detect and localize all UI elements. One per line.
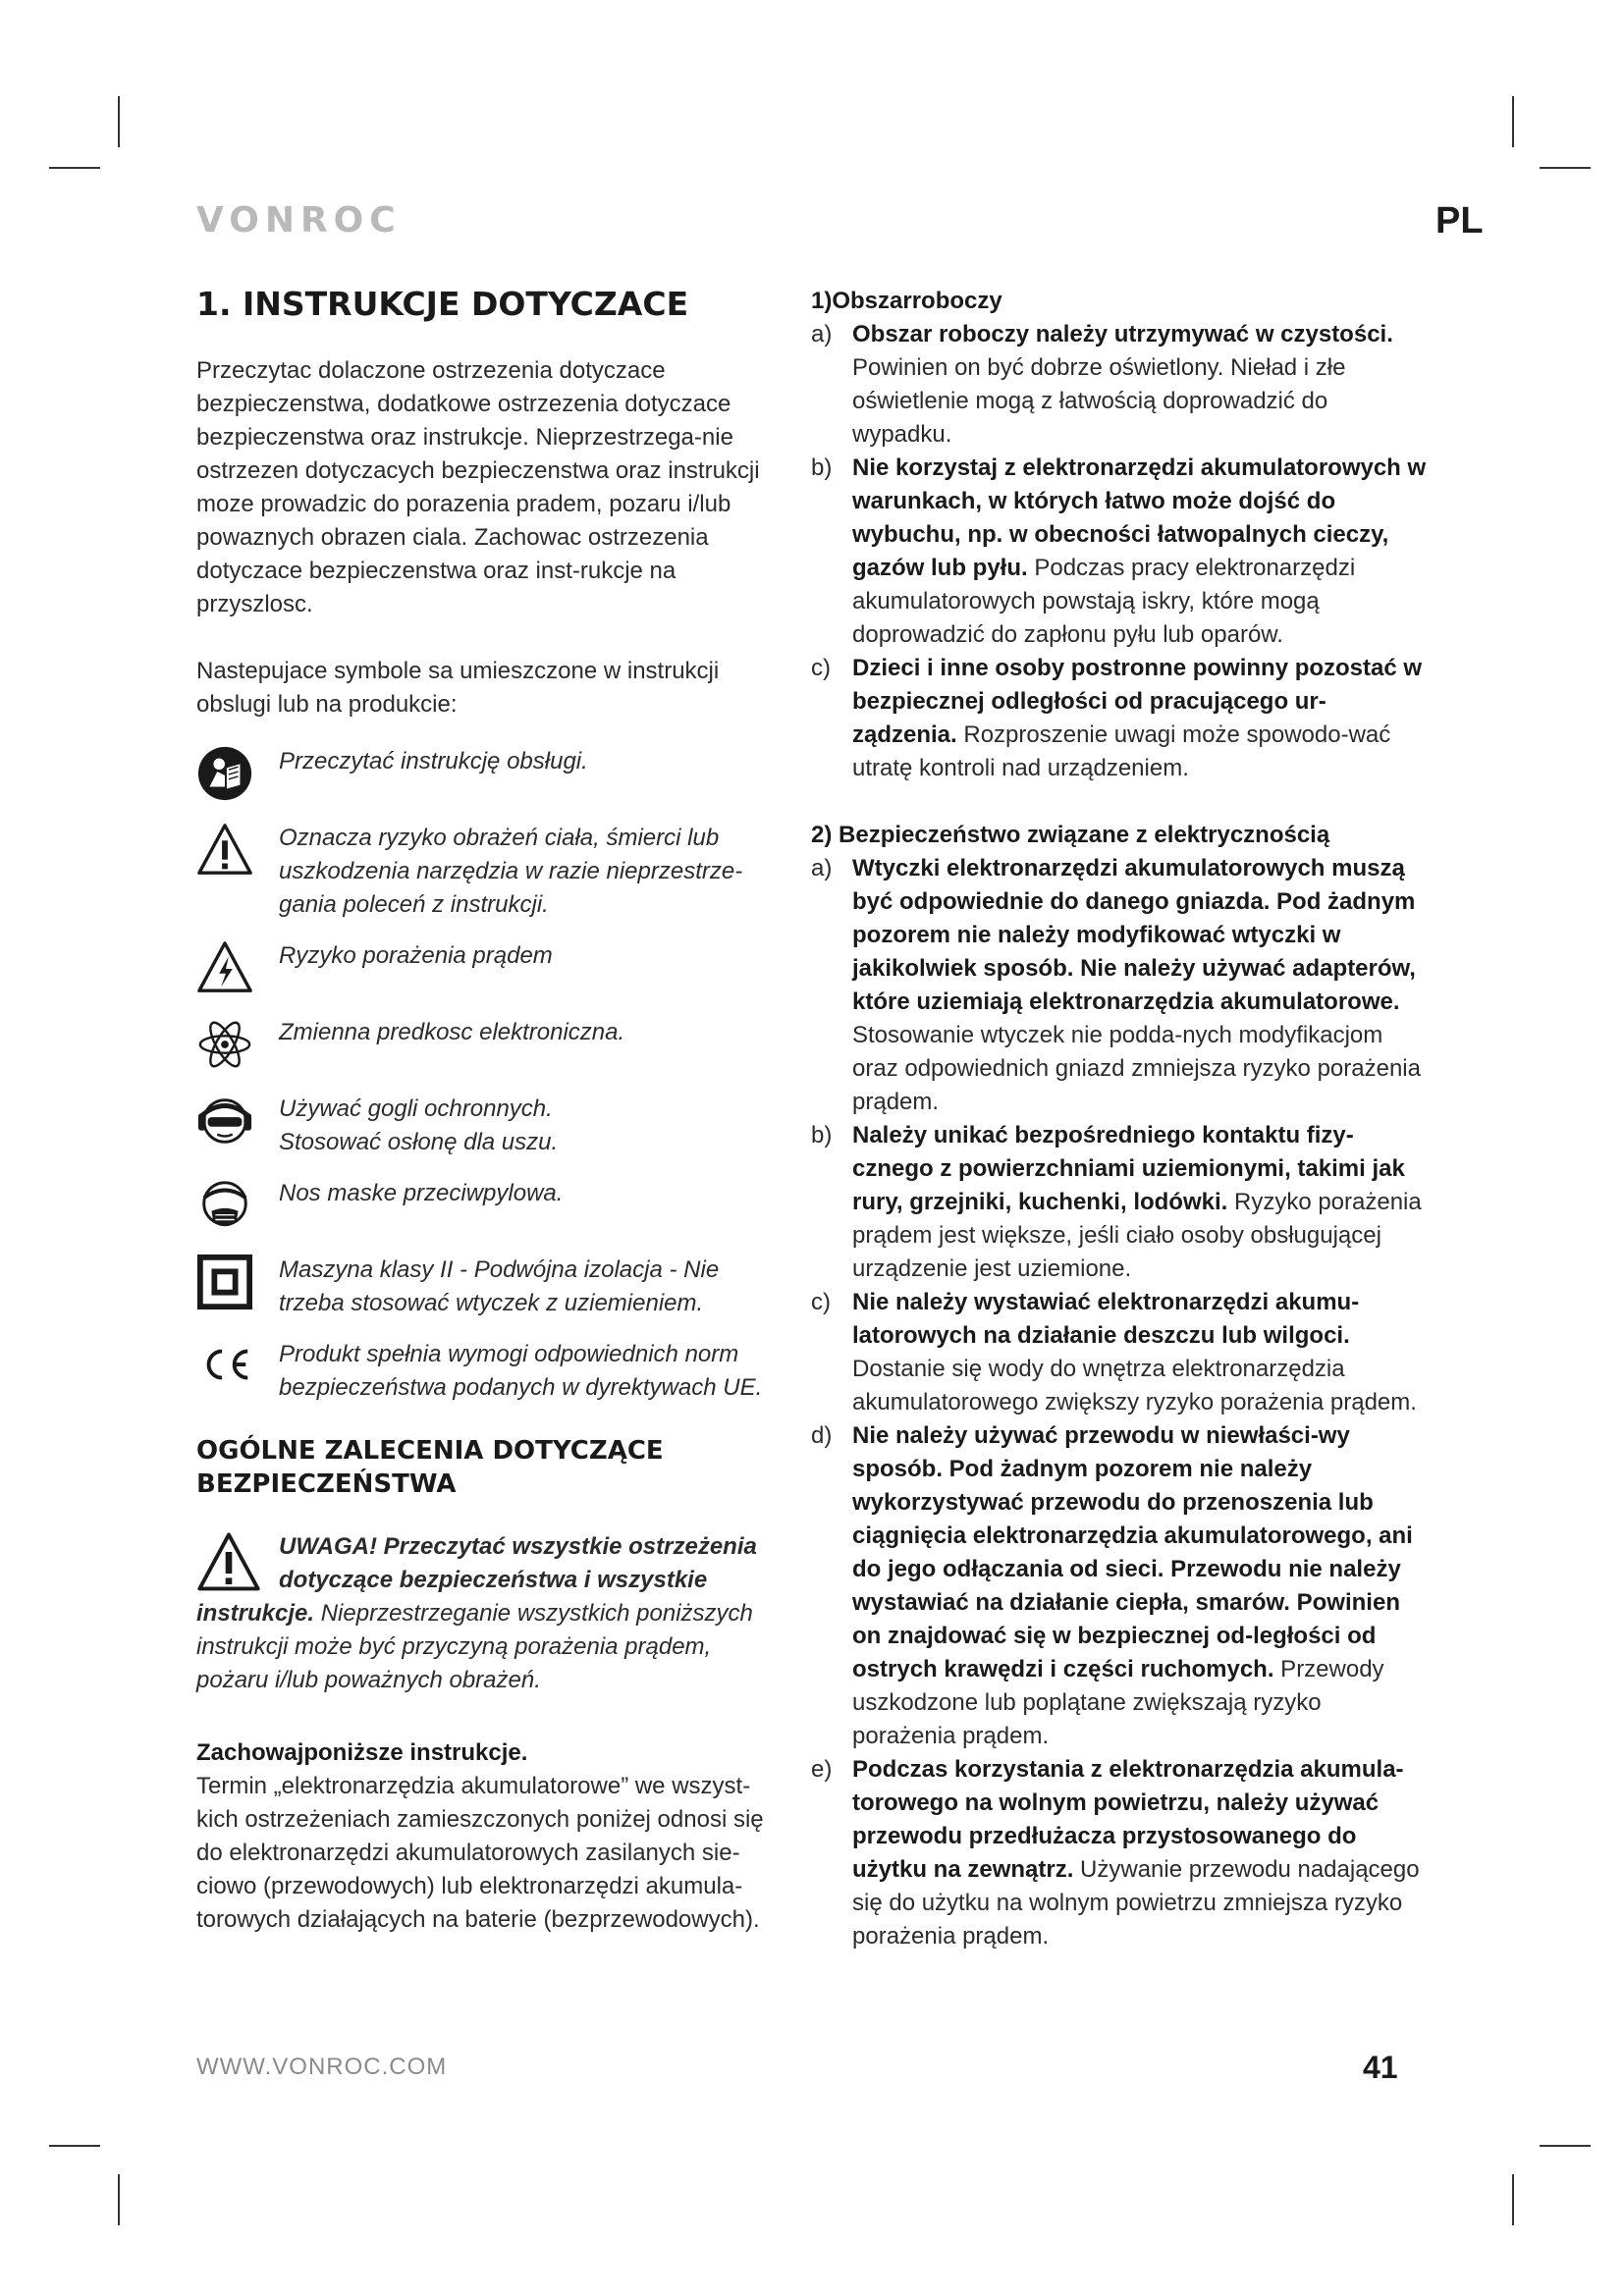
section-2-item [811,1286,1430,1419]
section-1-title: 1)Obszarroboczy [811,288,1002,314]
symbol-text: Zmienna predkosc elektroniczna. [279,1019,625,1045]
section-1-item [811,318,1430,452]
dust-mask-icon [196,1177,261,1236]
symbol-row [196,745,785,804]
brand-logo: VONROC [196,200,402,240]
crop-mark [1512,96,1514,147]
keep-instructions-text: Termin „elektronarzędzia akumulatorowe” we wszyst-kich ostrzeżeniach zamieszczonych poniżej odnosi się do elektronarzędzi akumulatorowych zasilanych sie-ciowo (przewodowych) lub elektronarzędzi akumula-torowych działających na baterie (bezprzewodowych). [196,1773,764,1933]
symbol-text: Przeczytać instrukcję obsługi. [279,748,588,774]
item-bold-text: Należy unikać bezpośredniego kontaktu fizy-cznego z powierzchniami uziemionymi, takimi jak rury, grzejniki, kuchenki, lodówki. [852,1122,1405,1215]
section-2-item [811,1119,1430,1286]
section-1-item [811,652,1430,785]
warning-text: Nieprzestrzeganie wszystkich poniższych instrukcji może być przyczyną porażenia prądem, pożaru i/lub poważnych obrażeń. [196,1600,753,1693]
item-letter: a) [811,855,833,881]
general-safety-heading-line-1: OGÓLNE ZALECENIA DOTYCZĄCE [196,1436,664,1466]
symbol-text: Produkt spełnia wymogi odpowiednich norm bezpieczeństwa podanych w dyrektywach UE. [279,1341,763,1401]
symbol-text: Oznacza ryzyko obrażeń ciała, śmierci lub uszkodzenia narzędzia w razie nieprzestrze-gania poleceń z instrukcji. [279,825,743,918]
crop-mark [118,2174,120,2225]
item-text: Ryzyko porażenia prądem jest większe, jeśli ciało osoby obsługującej urządzenie jest uziemione. [852,1189,1422,1282]
item-letter: d) [811,1422,833,1449]
section-2-title: 2) Bezpieczeństwo związane z elektrycznością [811,822,1330,848]
warning-bold-text: UWAGA! Przeczytać wszystkie ostrzeżenia dotyczące bezpieczeństwa i wszystkie instrukcje. [196,1533,757,1627]
electric-shock-icon [196,939,261,998]
symbol-text-line-1: Używać gogli ochronnych. [279,1095,553,1122]
section-2-item [811,1753,1430,1953]
section-2-item [811,1419,1430,1753]
symbol-text: Ryzyko porażenia prądem [279,942,553,969]
section-1-item [811,452,1430,652]
item-bold-text: Wtyczki elektronarzędzi akumulatorowych muszą być odpowiednie do danego gniazda. Pod żadnym pozorem nie należy modyfikować wtyczki w jakikolwiek sposób. Nie należy używać adapterów, które uziemiają elektronarzędzia akumulatorowe. [852,855,1416,1015]
item-letter: b) [811,454,833,481]
ce-mark-icon [196,1338,261,1397]
item-bold-text: Obszar roboczy należy utrzymywać w czystości. [852,321,1393,347]
crop-mark [49,2145,100,2147]
symbol-row [196,1177,785,1236]
page-number: 41 [1363,2050,1398,2085]
symbol-text: Maszyna klasy II - Podwójna izolacja - Nie trzeba stosować wtyczek z uziemieniem. [279,1256,720,1316]
right-column [811,285,1430,1953]
item-letter: c) [811,1289,831,1315]
intro-paragraph: Przeczytac dolaczone ostrzezenia dotyczace bezpieczenstwa, dodatkowe ostrzezenia dotyczace bezpieczenstwa oraz instrukcje. Nieprzestrzega-nie ostrzezen dotyczacych bezpieczenstwa oraz instrukcji moze prowadzic do porazenia pradem, pozaru i/lub powaznych obrazen ciala. Zachowac ostrzezenia dotyczace bezpieczenstwa oraz inst-rukcje na przyszlosc. [196,357,760,617]
item-text: Dostanie się wody do wnętrza elektronarzędzia akumulatorowego zwiększy ryzyko porażenia prądem. [852,1356,1417,1415]
item-bold-text: Dzieci i inne osoby postronne powinny pozostać w bezpiecznej odległości od pracującego ur-ządzenia. [852,655,1423,748]
item-text: Używanie przewodu nadającego się do użytku na wolnym powietrzu zmniejsza ryzyko porażenia prądem. [852,1856,1420,1949]
item-text: Podczas pracy elektronarzędzi akumulatorowych powstają iskry, które mogą doprowadzić do zapłonu pyłu lub oparów. [852,555,1356,648]
symbol-row [196,1016,785,1075]
crop-mark [1512,2174,1514,2225]
page-title: 1. INSTRUKCJE DOTYCZACE [196,285,689,323]
item-letter: a) [811,321,833,347]
symbol-row [196,1093,785,1159]
general-safety-heading [196,1434,785,1501]
symbol-row [196,939,785,998]
crop-mark [118,96,120,147]
footer-url: WWW.VONROC.COM [196,2054,448,2080]
symbol-text: Nos maske przeciwpylowa. [279,1180,564,1206]
goggles-ear-protection-icon [196,1093,261,1151]
item-text: Rozproszenie uwagi może spowodo-wać utratę kontroli nad urządzeniem. [852,721,1391,781]
warning-block [196,1530,785,1697]
left-column [196,285,785,1937]
item-text: Powinien on być dobrze oświetlony. Nieład i złe oświetlenie mogą z łatwością doprowadzić do wypadku. [852,354,1346,448]
symbol-row [196,1338,785,1405]
item-text: Przewody uszkodzone lub poplątane zwiększają ryzyko porażenia prądem. [852,1656,1384,1749]
keep-instructions-title: Zachowajponiższe instrukcje. [196,1739,528,1766]
item-letter: c) [811,655,831,681]
item-letter: e) [811,1756,833,1783]
item-bold-text: Podczas korzystania z elektronarzędzia akumula-torowego na wolnym powietrzu, należy używać przewodu przedłużacza przystosowanego do użytku na zewnątrz. [852,1756,1404,1883]
atom-icon [196,1016,261,1075]
warning-triangle-icon [196,1530,261,1595]
language-code: PL [1435,200,1484,241]
warning-triangle-icon [196,822,261,881]
crop-mark [49,167,100,169]
section-2-item [811,852,1430,1119]
general-safety-heading-line-2: BEZPIECZEŃSTWA [196,1469,457,1499]
crop-mark [1540,2145,1591,2147]
symbol-row [196,822,785,922]
symbol-row [196,1254,785,1320]
item-text: Stosowanie wtyczek nie podda-nych modyfikacjom oraz odpowiednich gniazd zmniejsza ryzyko porażenia prądem. [852,1022,1421,1115]
class-ii-insulation-icon [196,1254,261,1312]
item-bold-text: Nie korzystaj z elektronarzędzi akumulatorowych w warunkach, w których łatwo może dojść do wybuchu, np. w obecności łatwopalnych cieczy, gazów lub pyłu. [852,454,1427,581]
item-bold-text: Nie należy używać przewodu w niewłaści-wy sposób. Pod żadnym pozorem nie należy wykorzystywać przewodu do przenoszenia lub ciągnięcia elektronarzędzia akumulatorowego, ani do jego odłączania od sieci. Przewodu nie należy wystawiać na działanie ciepła, smarów. Powinien on znajdować się w bezpiecznej od-ległości od ostrych krawędzi i części ruchomych. [852,1422,1413,1682]
item-letter: b) [811,1122,833,1148]
item-bold-text: Nie należy wystawiać elektronarzędzi akumu-latorowych na działanie deszczu lub wilgoci. [852,1289,1360,1349]
symbol-text-line-2: Stosować osłonę dla uszu. [279,1129,559,1155]
read-manual-icon [196,745,261,804]
symbol-text [261,1093,785,1159]
symbols-intro: Nastepujace symbole sa umieszczone w instrukcji obslugi lub na produkcie: [196,658,720,718]
crop-mark [1540,167,1591,169]
